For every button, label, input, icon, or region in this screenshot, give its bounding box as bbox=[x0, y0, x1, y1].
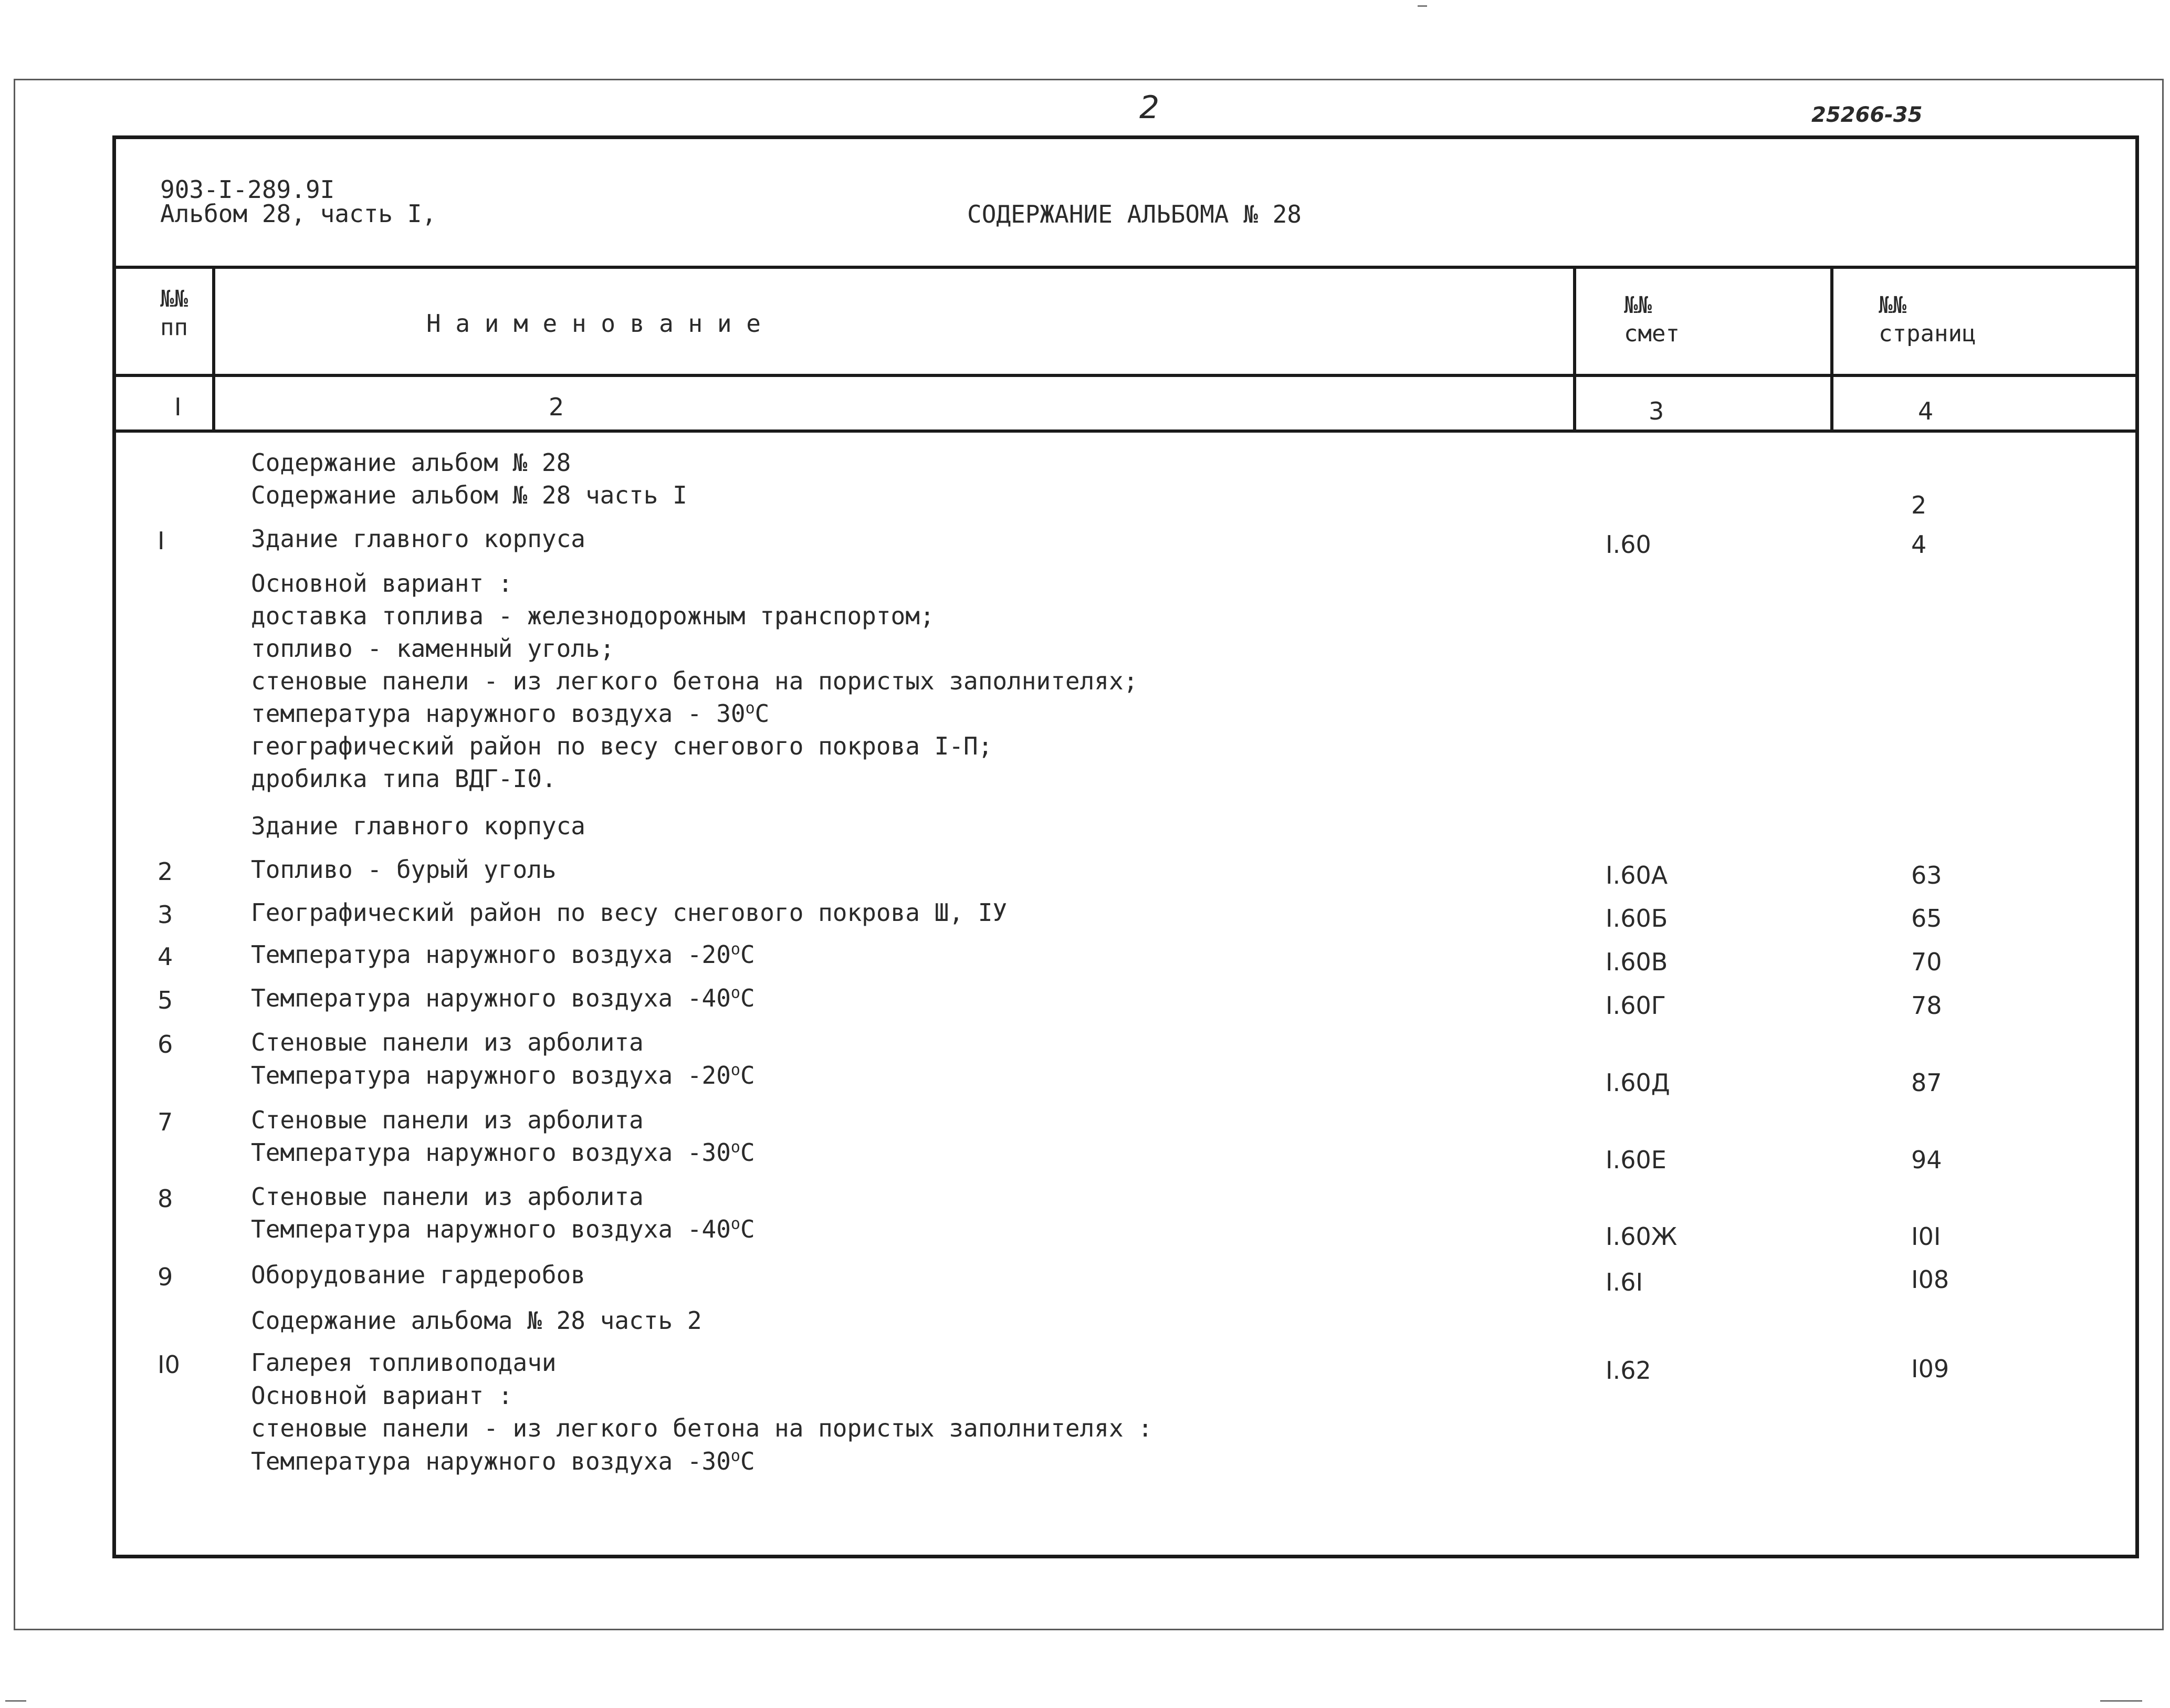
row-name-line: стеновые панели - из легкого бетона на пористых заполнителях : bbox=[251, 1414, 1153, 1442]
row-name-line: дробилка типа ВДГ-I0. bbox=[251, 764, 557, 793]
col-header-pages: №№ страниц bbox=[1879, 292, 1976, 347]
col-index-4: 4 bbox=[1918, 397, 1934, 425]
col-header-name: Н а и м е н о в а н и е bbox=[426, 309, 761, 338]
row-name-line: Температура наружного воздуха -30$^o$С bbox=[251, 1138, 755, 1167]
crop-mark bbox=[1418, 5, 1427, 7]
row-estimate: I.62 bbox=[1606, 1356, 1651, 1385]
row-name-line: Галерея топливоподачи bbox=[251, 1348, 557, 1377]
row-number: 2 bbox=[158, 857, 173, 886]
col-header-num: №№ пп bbox=[160, 286, 188, 341]
page-number: 2 bbox=[1139, 89, 1160, 126]
col-header-estimate: №№ смет bbox=[1624, 292, 1680, 347]
row-page: 87 bbox=[1911, 1068, 1942, 1097]
col-divider-3 bbox=[1830, 266, 1833, 433]
degree-sign: o bbox=[730, 1214, 740, 1233]
row-number: 4 bbox=[158, 942, 173, 971]
row-name-line: Стеновые панели из арболита bbox=[251, 1106, 644, 1134]
row-number: 7 bbox=[158, 1108, 173, 1136]
row-number: I0 bbox=[158, 1350, 180, 1379]
row-page: I08 bbox=[1911, 1265, 1949, 1294]
degree-sign: o bbox=[730, 1447, 740, 1465]
row-name-line: Температура наружного воздуха -20$^o$С bbox=[251, 940, 755, 969]
col-divider-2 bbox=[1573, 266, 1576, 433]
row-name-line: топливо - каменный уголь; bbox=[251, 634, 615, 663]
row-estimate: I.60Б bbox=[1606, 904, 1668, 932]
album-part: Альбом 28, часть I, bbox=[160, 200, 437, 228]
row-estimate: I.60Ж bbox=[1606, 1222, 1678, 1251]
row-number: 3 bbox=[158, 900, 173, 929]
doc-code: 903-I-289.9I bbox=[160, 175, 335, 204]
degree-sign: o bbox=[730, 1061, 740, 1080]
rule-header-bottom bbox=[112, 374, 2139, 377]
row-name-line: Температура наружного воздуха -20$^o$С bbox=[251, 1061, 755, 1089]
row-estimate: I.60В bbox=[1606, 948, 1668, 976]
row-name-line: Температура наружного воздуха -30$^o$С bbox=[251, 1447, 755, 1475]
col-divider-1 bbox=[212, 266, 215, 433]
row-page: 2 bbox=[1911, 491, 1927, 519]
col-index-1: I bbox=[174, 393, 182, 421]
row-name-line: Температура наружного воздуха -40$^o$С bbox=[251, 983, 755, 1012]
row-name-line: Содержание альбома № 28 часть 2 bbox=[251, 1306, 702, 1335]
row-name-line: географический район по весу снегового покрова I-П; bbox=[251, 732, 993, 760]
row-page: 78 bbox=[1911, 991, 1942, 1020]
row-number: 9 bbox=[158, 1263, 173, 1291]
row-page: 65 bbox=[1911, 904, 1942, 932]
row-number: 6 bbox=[158, 1030, 173, 1059]
row-name-line: Стеновые панели из арболита bbox=[251, 1028, 644, 1056]
row-estimate: I.60А bbox=[1606, 861, 1668, 889]
row-name-line: Содержание альбом № 28 часть I bbox=[251, 481, 687, 509]
row-name-line: Стеновые панели из арболита bbox=[251, 1182, 644, 1211]
row-name-line: Топливо - бурый уголь bbox=[251, 855, 557, 884]
row-name-line: Здание главного корпуса bbox=[251, 525, 585, 553]
row-number: I bbox=[158, 527, 165, 555]
row-name-line: доставка топлива - железнодорожным транспортом; bbox=[251, 602, 935, 630]
row-name-line: Здание главного корпуса bbox=[251, 812, 585, 840]
row-number: 8 bbox=[158, 1185, 173, 1213]
row-estimate: I.60Е bbox=[1606, 1146, 1666, 1174]
row-page: 94 bbox=[1911, 1146, 1942, 1174]
page-title: СОДЕРЖАНИЕ АЛЬБОМА № 28 bbox=[967, 200, 1302, 228]
row-name-line: Содержание альбом № 28 bbox=[251, 448, 571, 477]
row-name-line: Температура наружного воздуха -40$^o$С bbox=[251, 1214, 755, 1243]
degree-sign: o bbox=[730, 940, 740, 959]
rule-index-bottom bbox=[112, 429, 2139, 433]
row-page: I0I bbox=[1911, 1222, 1941, 1251]
archive-number: 25266-35 bbox=[1811, 103, 1923, 127]
row-page: 4 bbox=[1911, 530, 1927, 559]
row-name-line: Основной вариант : bbox=[251, 1381, 513, 1410]
row-page: 63 bbox=[1911, 861, 1942, 889]
row-estimate: I.60 bbox=[1606, 530, 1651, 559]
degree-sign: o bbox=[730, 1138, 740, 1157]
document-frame bbox=[112, 135, 2139, 1558]
row-name-line: Оборудование гардеробов bbox=[251, 1261, 585, 1289]
rule-title-bottom bbox=[112, 266, 2139, 269]
row-number: 5 bbox=[158, 986, 173, 1014]
row-page: 70 bbox=[1911, 948, 1942, 976]
degree-sign: o bbox=[745, 699, 755, 718]
crop-mark bbox=[2100, 1700, 2142, 1702]
row-estimate: I.6I bbox=[1606, 1268, 1643, 1296]
row-estimate: I.60Д bbox=[1606, 1068, 1670, 1097]
col-index-3: 3 bbox=[1649, 397, 1664, 425]
degree-sign: o bbox=[730, 983, 740, 1002]
crop-mark bbox=[5, 1700, 26, 1702]
col-index-2: 2 bbox=[549, 393, 564, 421]
row-name-line: Географический район по весу снегового покрова Ш, IУ bbox=[251, 898, 1008, 927]
row-name-line: температура наружного воздуха - 30$^o$С bbox=[251, 699, 770, 728]
row-estimate: I.60Г bbox=[1606, 991, 1666, 1020]
row-page: I09 bbox=[1911, 1355, 1949, 1383]
row-name-line: Основной вариант : bbox=[251, 569, 513, 598]
row-name-line: стеновые панели - из легкого бетона на пористых заполнителях; bbox=[251, 667, 1138, 695]
